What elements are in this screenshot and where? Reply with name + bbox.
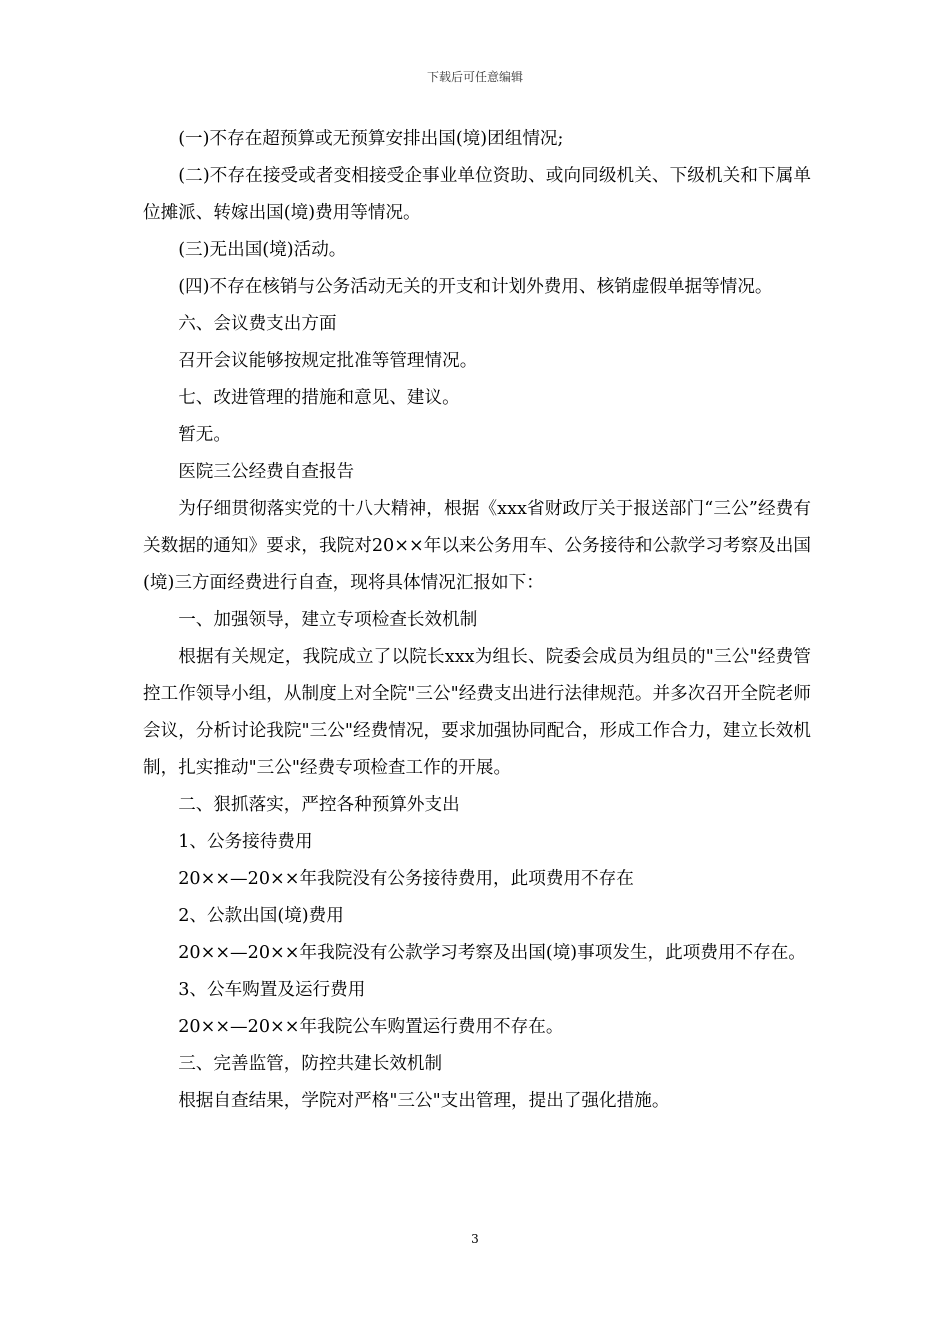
page-header-note: 下载后可任意编辑 bbox=[426, 70, 523, 84]
document-body bbox=[143, 121, 811, 1120]
paragraph: 根据自查结果，学院对严格"三公"支出管理，提出了强化措施。 bbox=[178, 1091, 670, 1111]
section-heading: 七、改进管理的措施和意见、建议。 bbox=[178, 388, 460, 408]
paragraph: (一)不存在超预算或无预算安排出国(境)团组情况; bbox=[178, 129, 564, 149]
paragraph: 召开会议能够按规定批准等管理情况。 bbox=[178, 351, 478, 371]
paragraph: (二)不存在接受或者变相接受企事业单位资助、或向同级机关、下级机关和下属单位摊派、转嫁出国(境)费用等情况。 bbox=[143, 166, 811, 223]
subsection-heading: 3、公车购置及运行费用 bbox=[178, 980, 366, 1000]
paragraph: 根据有关规定，我院成立了以院长xxx为组长、院委会成员为组员的"三公"经费管控工作领导小组，从制度上对全院"三公"经费支出进行法律规范。并多次召开全院老师会议，分析讨论我院"三公"经费情况，要求加强协同配合，形成工作合力，建立长效机制，扎实推动"三公"经费专项检查工作的开展。 bbox=[143, 647, 811, 778]
paragraph: 20××—20××年我院没有公款学习考察及出国(境)事项发生，此项费用不存在。 bbox=[178, 943, 806, 963]
section-heading: 六、会议费支出方面 bbox=[178, 314, 337, 334]
section-heading: 一、加强领导，建立专项检查长效机制 bbox=[178, 610, 478, 630]
subsection-heading: 1、公务接待费用 bbox=[178, 832, 313, 852]
paragraph: 暂无。 bbox=[178, 425, 231, 445]
paragraph: (四)不存在核销与公务活动无关的开支和计划外费用、核销虚假单据等情况。 bbox=[178, 277, 773, 297]
subsection-heading: 2、公款出国(境)费用 bbox=[178, 906, 344, 926]
paragraph: (三)无出国(境)活动。 bbox=[178, 240, 347, 260]
paragraph: 为仔细贯彻落实党的十八大精神，根据《xxx省财政厅关于报送部门“三公”经费有关数据的通知》要求，我院对20××年以来公务用车、公务接待和公款学习考察及出国(境)三方面经费进行自查，现将具体情况汇报如下： bbox=[143, 499, 811, 593]
paragraph: 20××—20××年我院公车购置运行费用不存在。 bbox=[178, 1017, 564, 1037]
section-heading: 二、狠抓落实，严控各种预算外支出 bbox=[178, 795, 460, 815]
page-number: 3 bbox=[471, 1232, 479, 1246]
paragraph: 20××—20××年我院没有公务接待费用，此项费用不存在 bbox=[178, 869, 634, 889]
report-title: 医院三公经费自查报告 bbox=[178, 462, 355, 482]
section-heading: 三、完善监管，防控共建长效机制 bbox=[178, 1054, 443, 1074]
